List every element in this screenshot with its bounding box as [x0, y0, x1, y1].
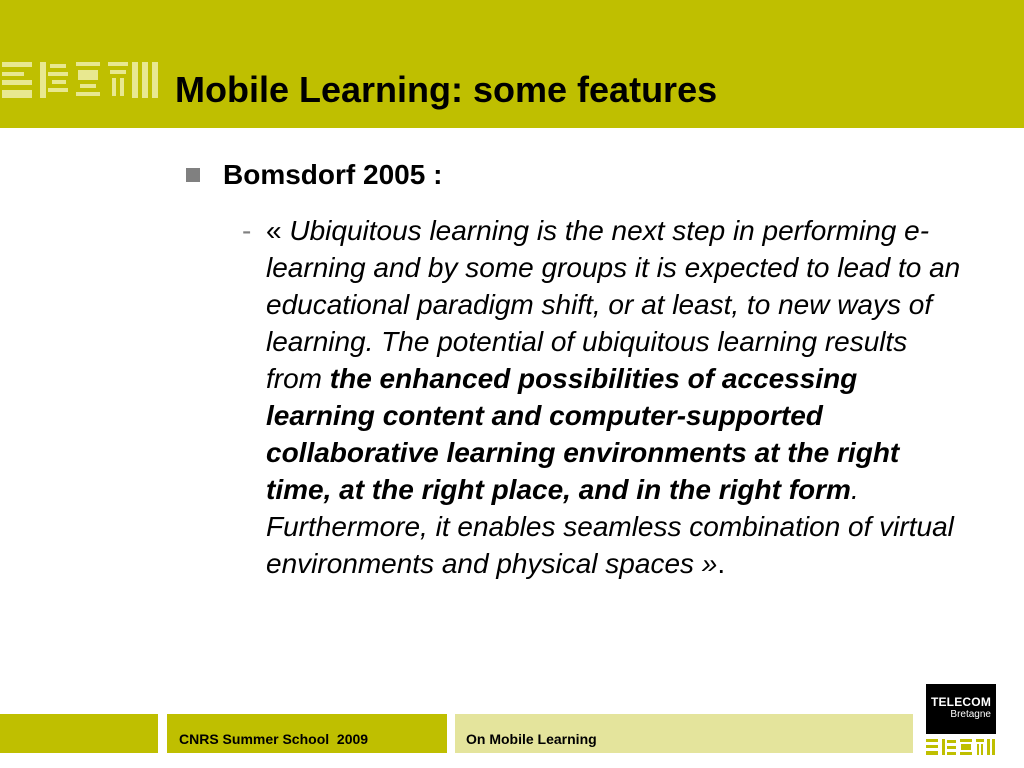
header-band — [0, 0, 1024, 128]
brand-box — [926, 684, 996, 734]
quote-italic-text: Ubiquitous learning is the next step in performing e-learning and by some groups it is expected to lead to an educational paradigm shift, or at least, to new ways of learning. The potential of ubiquitous learning results from — [266, 215, 961, 394]
telecom-bretagne-emblem-icon — [0, 58, 160, 104]
bullet-item — [186, 153, 442, 197]
footer-topic-block — [455, 714, 913, 753]
brand-subname: Bretagne — [950, 709, 991, 720]
quote-emphasis-text: the enhanced possibilities of accessing learning content and computer-supported collaborative learning environments at the right time, at the right place, and in the right form — [266, 363, 900, 505]
square-bullet-icon — [186, 168, 200, 182]
quote-end-punctuation: . — [717, 548, 726, 579]
brand-name: TELECOM — [930, 695, 992, 709]
footer-event-label: CNRS Summer School 2009 — [179, 730, 369, 747]
brand-emblem-icon — [926, 737, 996, 756]
footer-left-block — [0, 714, 158, 753]
slide-title: Mobile Learning: some features — [175, 69, 718, 110]
sub-bullet-dash: - — [242, 215, 252, 246]
footer-topic-label: On Mobile Learning — [466, 730, 597, 747]
bullet-text: Bomsdorf 2005 : — [223, 159, 443, 190]
quote-open-mark: « — [266, 215, 290, 246]
quote-paragraph — [266, 212, 966, 582]
footer-event-block — [167, 714, 447, 753]
telecom-bretagne-logo — [926, 684, 996, 756]
quote-italic-tail: . Furthermore, it enables seamless combination of virtual environments and physical spaces » — [266, 474, 954, 579]
